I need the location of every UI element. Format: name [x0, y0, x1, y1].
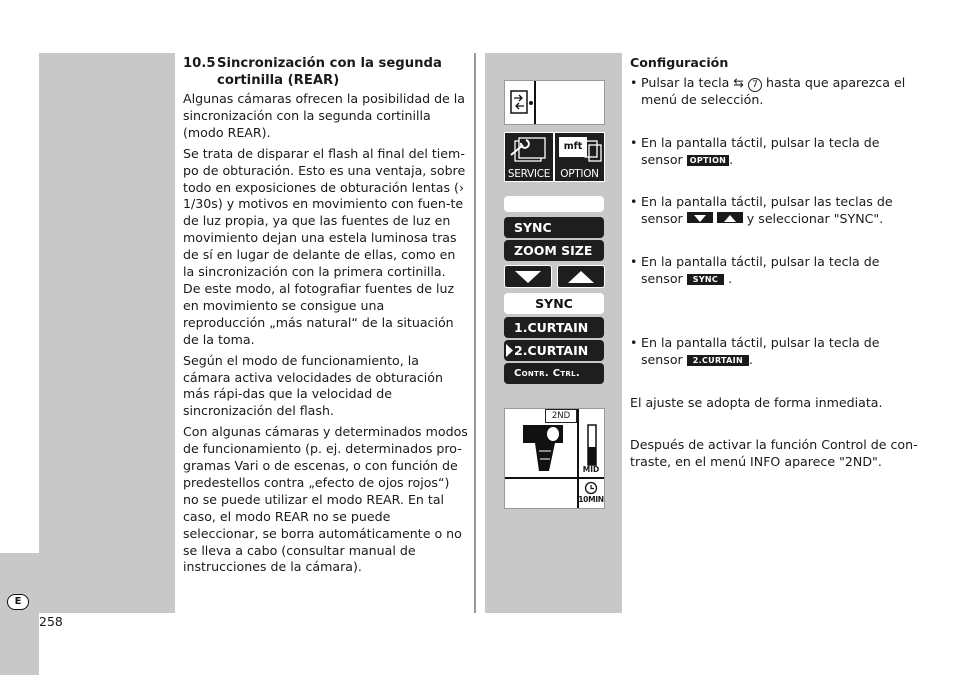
bullet-dot: •: [630, 75, 638, 90]
info-divider-h: [505, 477, 604, 479]
step-text: En la pantalla táctil, pulsar las teclas de sensor: [641, 194, 893, 226]
section-title-line2: cortinilla (REAR): [217, 73, 340, 88]
down-key-chip: [687, 212, 713, 223]
option-key-chip: OPTION: [687, 155, 729, 166]
up-button[interactable]: [557, 265, 605, 288]
section-title-line1: Sincronización con la segunda: [217, 56, 442, 71]
service-button[interactable]: [504, 132, 554, 182]
bullet-dot: •: [630, 335, 638, 350]
contrast-control-option[interactable]: Contr. Ctrl.: [504, 363, 604, 384]
curtain2-option[interactable]: [504, 340, 604, 361]
triangle-down-icon: [505, 266, 551, 287]
curtain2-key-chip: 2.CURTAIN: [687, 355, 749, 366]
bullet-dot: •: [630, 135, 638, 150]
up-key-chip: [717, 212, 743, 223]
section-heading: [183, 55, 468, 89]
bullet-dot: •: [630, 194, 638, 209]
triangle-up-icon: [558, 266, 604, 287]
page-number: 258: [39, 614, 63, 629]
time-label: 10MIN: [578, 495, 604, 504]
step-5: [630, 335, 920, 369]
step-text: En la pantalla táctil, pulsar la tecla de sensor: [641, 335, 880, 367]
note-2nd: Después de activar la función Control de con-traste, en el menú INFO aparece "2ND".: [630, 437, 918, 469]
left-margin-band: [39, 53, 175, 553]
right-column: [630, 55, 920, 469]
paragraph: Algunas cámaras ofrecen la posibilidad de la sincronización con la segunda cortinilla (modo REAR).: [183, 91, 466, 140]
flash-head-icon: [507, 411, 577, 477]
sync-title: SYNC: [504, 293, 604, 314]
device-key-screen: [504, 80, 605, 125]
mode-key-icon: [505, 81, 604, 124]
menu-blank-row: [504, 196, 604, 212]
circled-number: 7: [748, 78, 762, 92]
step-3: [630, 194, 920, 228]
step-text: hasta que aparezca el menú de selección.: [641, 75, 906, 107]
paragraph: Se trata de disparar el flash al final del tiem-po de obturación. Esto es una ventaja, sobre todo en exposiciones de obturación lentas (› 1/30s) y motivos en movimiento con fuen-te de luz propia, ya que las fuentes de luz en movimiento dejan una estela luminosa tras de sí en lugar de delante de ellas, como en la sincronización con la primera cortinilla.: [183, 145, 466, 280]
step-1: [630, 75, 920, 109]
step-text: .: [728, 270, 733, 286]
wrench-icon: [505, 135, 553, 165]
language-badge: E: [7, 594, 29, 610]
step-4: [630, 254, 920, 288]
illustration-panel: [485, 53, 622, 613]
mode-toggle-icon: ⇆: [733, 75, 744, 90]
config-heading: Configuración: [630, 55, 729, 70]
step-text: .: [748, 351, 753, 367]
left-column: [183, 55, 468, 580]
step-2: [630, 135, 920, 169]
step-text: .: [729, 151, 734, 167]
option-icon: [555, 133, 604, 163]
service-label: SERVICE: [507, 168, 551, 180]
step-text: Pulsar la tecla: [641, 75, 730, 90]
paragraph: De este modo, al fotografiar fuentes de luz en movimiento se consigue una reproducción „más natural“ de la situación de la toma.: [183, 280, 455, 347]
paragraph: Según el modo de funcionamiento, la cámara activa velocidades de obturación más rápi-das que la velocidad de sincronización del flash.: [183, 352, 443, 419]
section-number: 10.5: [183, 56, 216, 71]
info-screen: [504, 408, 605, 509]
timer-icon: [579, 481, 603, 495]
note-immediate: El ajuste se adopta de forma inmediata.: [630, 395, 883, 410]
left-margin-band-lower: [39, 553, 175, 613]
curtain2-label: 2.CURTAIN: [514, 343, 589, 358]
step-text: y seleccionar "SYNC".: [746, 210, 884, 226]
left-tab-band: [0, 553, 39, 675]
triangle-down-icon: [687, 213, 713, 224]
2nd-badge: 2ND: [545, 409, 577, 423]
curtain1-option[interactable]: 1.CURTAIN: [504, 317, 604, 338]
down-button[interactable]: [504, 265, 552, 288]
zoom-size-menu-item[interactable]: ZOOM SIZE: [504, 240, 604, 261]
bullet-dot: •: [630, 254, 638, 269]
paragraph: Con algunas cámaras y determinados modos de funcionamiento (p. ej. determinados pro-gramas Vari o de escenas, o con función de predestellos contra „efecto de ojos rojos“) no se puede utilizar el modo REAR. En tal caso, el modo REAR no se puede seleccionar, se borra automáticamente o no se lleva a cabo (consultar manual de instrucciones de la cámara).: [183, 424, 468, 575]
column-divider: [474, 53, 476, 613]
sync-key-chip: SYNC: [687, 274, 724, 285]
mft-label: mft: [559, 137, 587, 157]
option-button[interactable]: [554, 132, 605, 182]
sync-menu-item[interactable]: SYNC: [504, 217, 604, 238]
triangle-up-icon: [717, 213, 743, 224]
mid-label: MID: [582, 465, 600, 474]
step-text: En la pantalla táctil, pulsar la tecla de sensor: [641, 254, 880, 286]
step-text: En la pantalla táctil, pulsar la tecla de sensor: [641, 135, 880, 167]
option-label: OPTION: [560, 168, 599, 180]
